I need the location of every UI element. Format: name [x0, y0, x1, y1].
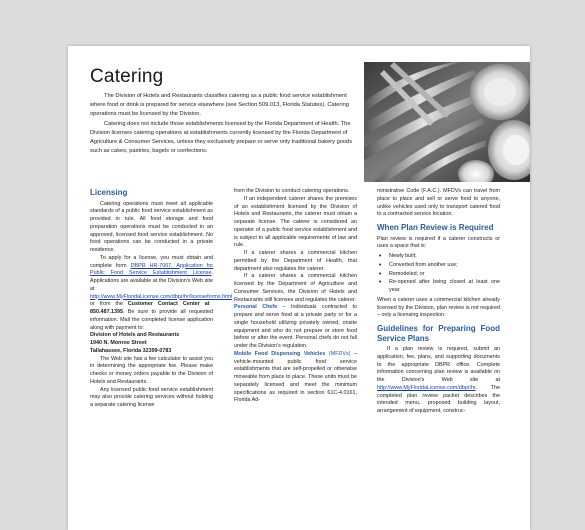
section-heading-guidelines: Guidelines for Preparing Food Service Plans	[377, 324, 500, 343]
paragraph: If an independent caterer shares the premises of an establishment licensed by the Division of Hotels and Restaurants, the caterer must obtain a separate license. The caterer is considered an operator of a public food service establishment and is subject to all applicable requirements of law and rule.	[234, 195, 357, 249]
column-licensing	[90, 188, 233, 410]
cutlery-photo	[364, 62, 530, 182]
application-form-link[interactable]: DBPR HR-7007, Application for Public Food Service Establishment License	[90, 262, 213, 277]
paragraph-guidelines	[377, 346, 500, 416]
page-title: Catering	[90, 66, 164, 87]
paragraph: The Web site has a fee calculator to assist you in determining the appropriate fee. Please make checks or money orders payable to the Division of Hotels and Restaurants.	[90, 355, 213, 385]
personal-chefs-paragraph	[234, 304, 357, 351]
text: – Individuals contracted to prepare and serve food at a private party or for a single household utilizing privately owned, onsite equipment and who do not prepare or store food before or after the event. Personal chefs do not fall under the Division's regulation.	[234, 304, 357, 349]
text: . The completed plan review packet describes the intended menu, proposed building layout, arrangement of equipment, construc-	[377, 384, 500, 414]
paragraph-apply	[90, 254, 233, 333]
paragraph: If a caterer shares a commercial kitchen permitted by the Department of Health, that department also regulates the caterer.	[234, 250, 357, 272]
column-caterers	[234, 188, 357, 405]
column-plan-review	[377, 188, 500, 416]
mfdv-abbr: (MFDVs)	[325, 350, 351, 357]
list-item: • Remodeled; or	[377, 271, 500, 279]
intro-paragraph: Catering does not include those establishments licensed by the Florida Department of Health. The Division licenses catering operations at establishments currently licensed by the Florida Department of Agriculture & Consumer Services, unless they exclusively prepare or serve only traditional bakery goods such as cakes, pastries, bagels or confections.	[90, 120, 353, 155]
text: or from the	[90, 301, 128, 308]
mfdv-paragraph	[234, 351, 357, 405]
mfdv-label: Mobile Food Dispensing Vehicles	[234, 350, 326, 357]
paragraph: If a caterer shares a commercial kitchen licensed by the Department of Agriculture and Consumer Services, the Division of Hotels and Restaurants still licenses and regulates the caterer.	[234, 273, 357, 303]
plan-review-list	[377, 253, 500, 295]
paragraph: ministrative Code (F.A.C.). MFDVs can travel from place to place and sell or serve food to anyone, unlike vehicles used only to transport catered food to a contracted service location.	[377, 188, 500, 218]
license-forms-link[interactable]: http://www.MyFloridaLicense.com/dbpr/hr/licenseforms.html	[90, 293, 233, 300]
list-item: • Newly built;	[377, 253, 500, 261]
text: – vehicle-mounted public food service establishments that are self-propelled or otherwise moveable from place to place. These units must be separately licensed and meet the minimum specifications as required in section 61C-4.0161, Florida Ad-	[234, 350, 357, 404]
section-heading-licensing: Licensing	[90, 188, 128, 197]
list-item: • Re-opened after being closed at least one year.	[377, 279, 500, 295]
intro-text	[90, 92, 358, 156]
text: If a plan review is required, submit an application, fee, plans, and supporting documents to the appropriate DBPR office. Complete information concerning plan review is available on the Division's Web site at	[377, 346, 500, 383]
section-heading-plan-review: When Plan Review is Required	[377, 223, 494, 232]
paragraph: Plan review is required if a caterer constructs or uses a space that is:	[377, 235, 500, 250]
dbpr-hr-link[interactable]: http://www.MyFloridaLicense.com/dbpr/hr	[377, 384, 476, 391]
address-line: Division of Hotels and Restaurants	[90, 332, 180, 339]
document-page	[68, 46, 530, 530]
paragraph: When a caterer uses a commercial kitchen already licensed by the Division, plan review is not required – only a licensing inspection.	[377, 296, 500, 319]
text: . Applications are available at the Division's Web site at	[90, 270, 213, 292]
text: . Be sure to provide all requested information. Mail the completed license application along with payment to:	[90, 309, 213, 331]
paragraph: Catering operations must meet all applicable standards of a public food service establishment as provided in rule. All food storage and food preparation operations must be conducted in an approved, licensed food service establishment. No food operations can be conducted in a private residence.	[90, 200, 213, 253]
text: To apply for a license, you must obtain and complete form	[90, 254, 213, 269]
address-line: 1940 N. Monroe Street	[90, 340, 147, 346]
list-item: • Converted from another use;	[377, 262, 500, 270]
contact-center: Customer Contact Center at 850.487.1395	[90, 301, 210, 315]
intro-paragraph: The Division of Hotels and Restaurants classifies catering as a public food service establishment where food or drink is prepared for service elsewhere (see Section 509.013, Florida Statutes). Catering operations must be licensed by the Division.	[90, 93, 349, 118]
paragraph: from the Division to conduct catering operations.	[234, 188, 350, 194]
personal-chefs-label: Personal Chefs	[234, 304, 278, 311]
address-line: Tallahassee, Florida 32399-0783	[90, 347, 172, 354]
paragraph: Any licensed public food service establishment may also provide catering services without holding a separate catering license	[90, 386, 213, 408]
cutlery-photo-graphic	[364, 62, 530, 182]
